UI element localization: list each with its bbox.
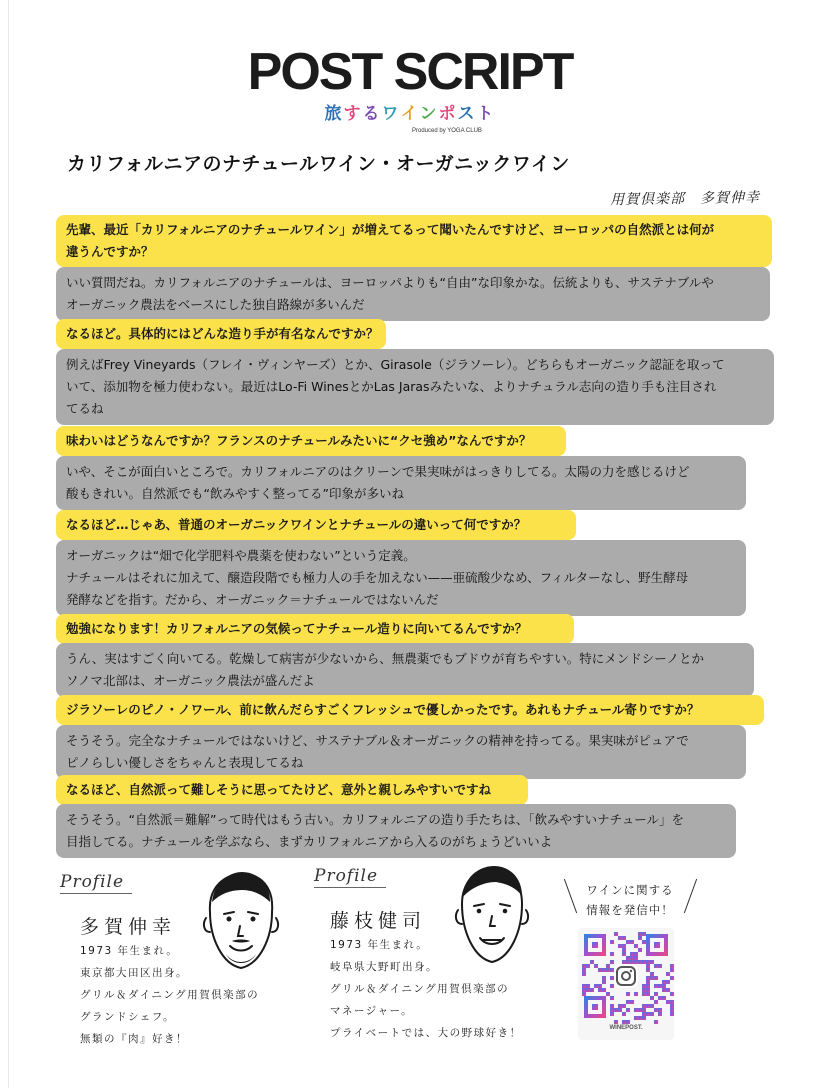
qr-code-icon[interactable] <box>578 928 674 1024</box>
question-bubble <box>56 319 386 349</box>
qr-module <box>626 940 630 944</box>
qr-module <box>614 1020 618 1024</box>
qr-module <box>610 960 614 964</box>
profile-bio-line: 1973 年生まれ。 <box>80 945 179 957</box>
qr-module <box>670 968 674 972</box>
dialogue-line: 目指してる。ナチュールを学ぶなら、まずカリフォルニアから入るのがちょうどいいよ <box>66 834 553 849</box>
answer-bubble <box>56 804 736 858</box>
qr-module <box>634 944 638 948</box>
answer-bubble <box>56 267 770 321</box>
qr-module <box>646 992 650 996</box>
dialogue-line: オーガニック農法をベースにした独自路線が多いんだ <box>66 297 365 312</box>
qr-module <box>622 936 626 940</box>
qr-module <box>626 992 630 996</box>
qr-module <box>622 1004 626 1008</box>
qr-module <box>626 1008 630 1012</box>
qr-module <box>602 980 606 984</box>
qr-module <box>602 968 606 972</box>
qr-module <box>642 992 646 996</box>
qr-module <box>666 988 670 992</box>
qr-module <box>606 968 610 972</box>
logo-subtitle-char: ポ <box>438 104 458 124</box>
logo-subtitle-char: る <box>362 104 382 124</box>
qr-module <box>658 996 662 1000</box>
qr-module <box>638 948 642 952</box>
qr-module <box>654 1000 658 1004</box>
dialogue-line: 勉強になります！カリフォルニアの気候ってナチュール造りに向いてるんですか？ <box>66 621 528 636</box>
logo-subtitle-char: ス <box>457 104 477 124</box>
profile-bio-line: 東京都大田区出身。 <box>80 967 188 979</box>
qr-module <box>622 1012 626 1016</box>
qr-caption-line: 情報を発信中！ <box>586 903 674 917</box>
qr-module <box>618 1008 622 1012</box>
qr-module <box>594 964 598 968</box>
dialogue-line: いて、添加物を極力使わない。最近はLo-Fi WinesとかLas Jarasみたいな、よりナチュラル志向の造り手も注目され <box>66 379 717 394</box>
qr-module <box>610 976 614 980</box>
qr-module <box>658 964 662 968</box>
qr-module <box>642 984 646 988</box>
dialogue-line: オーガニックは“畑で化学肥料や農薬を使わない”という定義。 <box>66 548 416 563</box>
qr-card[interactable] <box>578 928 674 1040</box>
qr-module <box>582 988 586 992</box>
dialogue-line: ナチュールはそれに加えて、醸造段階でも極力人の手を加えない——亜硫酸少なめ、フィルターなし、野生酵母 <box>66 570 689 585</box>
qr-module <box>630 1000 634 1004</box>
qr-module <box>590 988 594 992</box>
article-title: カリフォルニアのナチュールワイン・オーガニックワイン <box>67 153 570 175</box>
question-bubble <box>56 695 764 725</box>
profile-name: 多賀伸幸 <box>80 916 177 938</box>
dialogue-line: いい質問だね。カリフォルニアのナチュールは、ヨーロッパよりも“自由”な印象かな。伝統よりも、サステナブルや <box>66 275 714 290</box>
dialogue-line: ソノマ北部は、オーガニック農法が盛んだよ <box>66 673 315 688</box>
qr-module <box>586 984 590 988</box>
qr-module <box>646 988 650 992</box>
qr-module <box>630 960 634 964</box>
qr-module <box>670 1008 674 1012</box>
qr-module <box>618 1004 622 1008</box>
qr-module <box>646 984 650 988</box>
qr-module <box>638 1016 642 1020</box>
dialogue-line: 酸もきれい。自然派でも“飲みやすく整ってる”印象が多いね <box>66 486 404 501</box>
qr-module <box>598 988 602 992</box>
qr-module <box>610 1008 614 1012</box>
qr-module <box>598 968 602 972</box>
qr-module <box>658 984 662 988</box>
qr-module <box>610 996 614 1000</box>
qr-module <box>642 1008 646 1012</box>
qr-module <box>582 992 586 996</box>
qr-module <box>582 964 586 968</box>
qr-module <box>658 1012 662 1016</box>
qr-module <box>642 932 646 936</box>
qr-module <box>666 1000 670 1004</box>
qr-module <box>638 936 642 940</box>
qr-module <box>638 932 642 936</box>
qr-module <box>622 1020 626 1024</box>
qr-module <box>666 972 670 976</box>
profile-tag: Profile <box>60 872 125 892</box>
qr-module <box>610 968 614 972</box>
qr-module <box>650 972 654 976</box>
qr-module <box>654 984 658 988</box>
answer-bubble <box>56 349 774 425</box>
qr-module <box>654 1008 658 1012</box>
profile-underline <box>314 887 386 888</box>
qr-module <box>594 984 598 988</box>
qr-module <box>598 984 602 988</box>
qr-module <box>618 936 622 940</box>
qr-module <box>642 1012 646 1016</box>
qr-module <box>638 960 642 964</box>
qr-module <box>654 992 658 996</box>
dialogue-line: なるほど…じゃあ、普通のオーガニックワインとナチュールの違いって何ですか？ <box>66 517 527 532</box>
qr-module <box>622 960 626 964</box>
dialogue-line: うん、実はすごく向いてる。乾燥して病害が少ないから、無農薬でもブドウが育ちやすい。特にメンドシーノとか <box>66 651 705 666</box>
qr-module <box>626 1000 630 1004</box>
qr-module <box>670 976 674 980</box>
dialogue-line: 味わいはどうなんですか？フランスのナチュールみたいに“クセ強め”なんですか？ <box>66 433 532 448</box>
qr-module <box>634 952 638 956</box>
qr-module <box>630 940 634 944</box>
profile-bio-line: グリル＆ダイニング用賀倶楽部の <box>80 989 260 1001</box>
portrait-illustration-icon <box>452 864 532 972</box>
portrait-illustration-icon <box>196 868 286 980</box>
dialogue-line: そうそう。完全なナチュールではないけど、サステナブル＆オーガニックの精神を持ってる。果実味がピュアで <box>66 733 689 748</box>
qr-module <box>646 1012 650 1016</box>
qr-module <box>602 976 606 980</box>
qr-brand: WINEPOST. <box>609 1025 643 1031</box>
page-edge <box>8 0 9 1088</box>
profile-bio-line: グランドシェフ。 <box>80 1011 175 1023</box>
qr-module <box>610 984 614 988</box>
profile-tag: Profile <box>314 866 379 886</box>
qr-module <box>582 972 586 976</box>
dialogue-line: 先輩、最近「カリフォルニアのナチュールワイン」が増えてるって聞いたんですけど、ヨーロッパの自然派とは何が <box>66 222 715 237</box>
qr-module <box>626 960 630 964</box>
qr-module <box>606 992 610 996</box>
dialogue-line: なるほど、自然派って難しそうに思ってたけど、意外と親しみやすいですね <box>66 782 492 797</box>
qr-module <box>622 952 626 956</box>
profile-underline <box>60 893 132 894</box>
qr-module <box>614 1008 618 1012</box>
qr-module <box>662 980 666 984</box>
qr-module <box>610 952 614 956</box>
logo-credit: Produced by YOGA CLUB <box>412 128 482 134</box>
qr-module <box>650 1004 654 1008</box>
qr-module <box>614 932 618 936</box>
qr-module <box>654 976 658 980</box>
qr-module <box>634 1008 638 1012</box>
author-signature: 用賀倶楽部 多賀伸幸 <box>609 189 761 209</box>
qr-module <box>626 956 630 960</box>
qr-module <box>642 940 646 944</box>
logo-subtitle-char: ン <box>419 104 439 124</box>
profile-bio-line: プライベートでは、大の野球好き！ <box>330 1027 522 1039</box>
qr-module <box>670 1000 674 1004</box>
dialogue-line: ジラソーレのピノ・ノワール、前に飲んだらすごくフレッシュで優しかったです。あれもナチュール寄りですか？ <box>66 702 700 717</box>
qr-module <box>582 984 586 988</box>
profile-bio-line: マネージャー。 <box>330 1005 414 1017</box>
qr-module <box>646 964 650 968</box>
profile-bio-line: 岐阜県大野町出身。 <box>330 961 438 973</box>
qr-module <box>586 988 590 992</box>
qr-module <box>634 960 638 964</box>
qr-module <box>586 964 590 968</box>
qr-module <box>606 964 610 968</box>
qr-module <box>654 1020 658 1024</box>
qr-module <box>658 1008 662 1012</box>
logo-title: POST SCRIPT <box>247 43 573 101</box>
qr-module <box>670 992 674 996</box>
question-bubble <box>56 775 528 805</box>
profile-bio-line: 1973 年生まれ。 <box>330 939 429 951</box>
qr-module <box>630 956 634 960</box>
answer-bubble <box>56 456 746 510</box>
logo-subtitle-char: 旅 <box>324 104 344 124</box>
dialogue-line: いや、そこが面白いところで。カリフォルニアのはクリーンで果実味がはっきりしてる。太陽の力を感じるけど <box>66 464 690 479</box>
qr-module <box>622 948 626 952</box>
question-bubble <box>56 510 576 540</box>
qr-module <box>634 1016 638 1020</box>
qr-module <box>610 1012 614 1016</box>
qr-module <box>642 960 646 964</box>
qr-module <box>602 988 606 992</box>
logo-subtitle-char: ト <box>476 104 496 124</box>
dialogue-line: そうそう。“自然派＝難解”って時代はもう古い。カリフォルニアの造り手たちは、「飲みやすいナチュール」を <box>66 812 684 827</box>
logo-subtitle <box>0 106 820 123</box>
dialogue-line: 発酵などを指す。だから、オーガニック＝ナチュールではないんだ <box>66 592 439 607</box>
question-bubble <box>56 215 772 267</box>
dialogue-line: ピノらしい優しさをちゃんと表現してるね <box>66 755 304 770</box>
qr-module <box>654 964 658 968</box>
qr-module <box>638 1008 642 1012</box>
qr-module <box>634 992 638 996</box>
answer-bubble <box>56 725 746 779</box>
qr-module <box>610 940 614 944</box>
qr-module <box>590 960 594 964</box>
qr-module <box>650 1012 654 1016</box>
dialogue-line: なるほど。具体的にはどんな造り手が有名なんですか？ <box>66 326 379 341</box>
qr-module <box>650 976 654 980</box>
qr-caption-line: ワインに関する <box>586 883 674 897</box>
question-bubble <box>56 426 566 456</box>
qr-module <box>626 1020 630 1024</box>
qr-module <box>622 944 626 948</box>
logo-subtitle-char: す <box>343 104 363 124</box>
profile-bio-line: グリル＆ダイニング用賀倶楽部の <box>330 983 510 995</box>
qr-module <box>642 1004 646 1008</box>
qr-module <box>646 960 650 964</box>
dialogue-line: てるね <box>66 401 104 416</box>
logo-subtitle-char: ワ <box>381 104 401 124</box>
qr-module <box>634 956 638 960</box>
answer-bubble <box>56 540 746 616</box>
dialogue-line: 例えばFrey Vineyards（フレイ・ヴィンヤーズ）とか、Girasole（ジラソーレ）。どちらもオーガニック認証を取って <box>66 357 725 372</box>
profile-bio-line: 無類の『肉』好き！ <box>80 1033 188 1045</box>
profile-name: 藤枝健司 <box>330 910 427 932</box>
qr-caption <box>560 880 700 920</box>
qr-module <box>670 964 674 968</box>
qr-module <box>646 976 650 980</box>
qr-module <box>662 996 666 1000</box>
qr-module <box>630 952 634 956</box>
qr-module <box>642 988 646 992</box>
qr-module <box>650 996 654 1000</box>
qr-module <box>670 1012 674 1016</box>
qr-module <box>646 968 650 972</box>
qr-module <box>646 1004 650 1008</box>
qr-module <box>582 968 586 972</box>
question-bubble <box>56 614 574 644</box>
qr-module <box>662 988 666 992</box>
dialogue-line: 違うんですか？ <box>66 244 154 259</box>
qr-module <box>618 944 622 948</box>
qr-module <box>646 980 650 984</box>
answer-bubble <box>56 643 754 697</box>
qr-module <box>670 1004 674 1008</box>
qr-module <box>642 1016 646 1020</box>
logo-subtitle-char: イ <box>400 104 420 124</box>
qr-module <box>650 960 654 964</box>
qr-module <box>610 1004 614 1008</box>
qr-module <box>666 980 670 984</box>
qr-module <box>662 984 666 988</box>
